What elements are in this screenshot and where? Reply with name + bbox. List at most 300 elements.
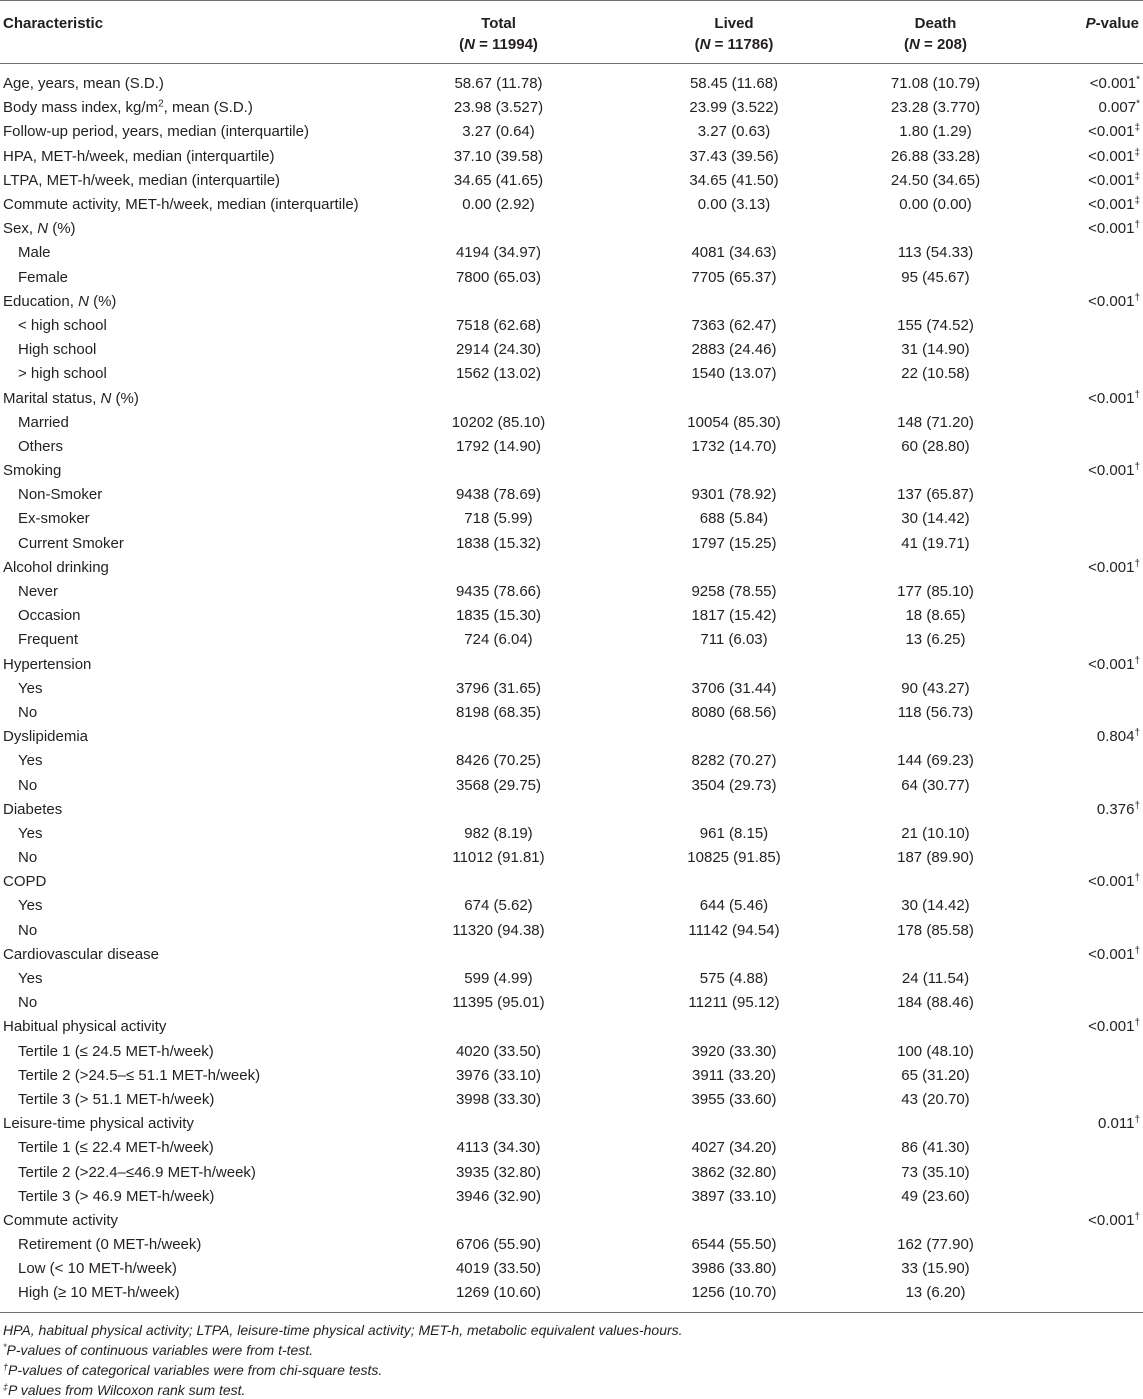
death-cell: 0.00 (0.00) bbox=[899, 196, 972, 214]
table-row bbox=[0, 411, 1143, 435]
header-death-label: Death bbox=[914, 15, 957, 32]
death-cell: 118 (56.73) bbox=[897, 703, 974, 721]
death-cell bbox=[843, 217, 1028, 241]
total-cell bbox=[372, 798, 625, 822]
death-cell: 86 (41.30) bbox=[901, 1139, 970, 1157]
death-cell: 26.88 (33.28) bbox=[890, 147, 981, 165]
lived-cell: 10825 (91.85) bbox=[687, 849, 781, 867]
p-value-cell: <0.001† bbox=[1088, 872, 1140, 891]
table-row bbox=[0, 193, 1143, 217]
table-row bbox=[0, 362, 1143, 386]
characteristic-cell: Cardiovascular disease bbox=[3, 945, 159, 963]
total-cell bbox=[372, 943, 625, 967]
characteristic-cell: Tertile 2 (>24.5–≤ 51.1 MET-h/week) bbox=[18, 1066, 261, 1084]
characteristic-cell: HPA, MET-h/week, median (interquartile) bbox=[3, 147, 275, 165]
p-value-mark: † bbox=[1134, 1114, 1140, 1126]
characteristic-cell: Smoking bbox=[3, 462, 62, 480]
death-cell: 64 (30.77) bbox=[901, 776, 970, 794]
p-value-cell: 0.007* bbox=[1098, 98, 1140, 117]
characteristic-cell: Yes bbox=[18, 679, 43, 697]
table-row bbox=[0, 919, 1143, 943]
total-cell: 0.00 (2.92) bbox=[462, 196, 535, 214]
lived-cell: 644 (5.46) bbox=[699, 897, 769, 915]
total-cell: 4019 (33.50) bbox=[455, 1260, 542, 1278]
lived-cell bbox=[625, 217, 843, 241]
lived-cell bbox=[625, 943, 843, 967]
total-cell: 11395 (95.01) bbox=[452, 994, 545, 1012]
header-lived-label: Lived bbox=[714, 15, 754, 32]
p-value-cell: <0.001‡ bbox=[1088, 147, 1140, 165]
characteristic-cell: Follow-up period, years, median (interquartile) bbox=[3, 123, 309, 141]
p-value-cell bbox=[1028, 894, 1143, 918]
death-cell: 31 (14.90) bbox=[901, 341, 970, 359]
p-value-cell bbox=[1028, 362, 1143, 386]
total-cell: 4194 (34.97) bbox=[455, 244, 542, 262]
lived-cell: 7363 (62.47) bbox=[691, 316, 777, 334]
p-value-mark: ‡ bbox=[1134, 171, 1140, 183]
lived-cell: 1540 (13.07) bbox=[691, 365, 777, 383]
lived-cell bbox=[625, 1112, 843, 1136]
p-value-cell bbox=[1028, 266, 1143, 290]
death-cell: 24 (11.54) bbox=[901, 970, 970, 988]
p-value-cell: <0.001† bbox=[1088, 1211, 1140, 1229]
characteristic-cell: Male bbox=[18, 244, 51, 262]
p-value-mark: † bbox=[1134, 461, 1140, 473]
p-value-mark: † bbox=[1134, 1211, 1140, 1223]
characteristic-cell: Yes bbox=[18, 824, 43, 842]
table-row bbox=[0, 967, 1143, 991]
death-cell bbox=[843, 290, 1028, 314]
table-row bbox=[0, 120, 1143, 144]
p-value-mark: † bbox=[1134, 219, 1140, 231]
death-cell bbox=[843, 653, 1028, 677]
characteristic-cell: Yes bbox=[18, 970, 43, 988]
death-cell: 113 (54.33) bbox=[897, 244, 974, 262]
total-cell bbox=[372, 870, 625, 894]
death-cell: 184 (88.46) bbox=[897, 994, 974, 1012]
death-cell: 177 (85.10) bbox=[897, 583, 974, 601]
death-cell: 137 (65.87) bbox=[897, 486, 974, 504]
total-cell bbox=[372, 217, 625, 241]
p-value-cell: 0.804† bbox=[1096, 727, 1140, 746]
table-row bbox=[0, 894, 1143, 918]
table-row bbox=[0, 1088, 1143, 1112]
table-row bbox=[0, 386, 1143, 410]
table-row bbox=[0, 1185, 1143, 1209]
total-cell: 10202 (85.10) bbox=[451, 413, 546, 431]
header-total bbox=[372, 1, 625, 64]
characteristic-cell: Age, years, mean (S.D.) bbox=[3, 75, 164, 93]
p-value-mark: † bbox=[1134, 800, 1140, 812]
p-value-cell bbox=[1028, 435, 1143, 459]
death-cell: 1.80 (1.29) bbox=[899, 123, 972, 141]
lived-cell: 711 (6.03) bbox=[700, 631, 768, 649]
p-value-cell bbox=[1028, 241, 1143, 265]
characteristic-cell: No bbox=[18, 849, 38, 867]
lived-cell: 575 (4.88) bbox=[699, 970, 769, 988]
characteristic-cell: Diabetes bbox=[3, 800, 63, 818]
death-cell: 187 (89.90) bbox=[897, 849, 974, 867]
total-cell: 1838 (15.32) bbox=[455, 534, 542, 552]
total-cell bbox=[372, 1015, 625, 1039]
total-cell bbox=[372, 1209, 625, 1233]
death-cell: 41 (19.71) bbox=[901, 534, 970, 552]
characteristic-cell: High (≥ 10 MET-h/week) bbox=[0, 1281, 372, 1312]
characteristic-cell: Tertile 3 (> 51.1 MET-h/week) bbox=[18, 1090, 215, 1108]
total-cell: 1835 (15.30) bbox=[455, 607, 542, 625]
total-cell: 3976 (33.10) bbox=[455, 1066, 542, 1084]
total-cell: 7800 (65.03) bbox=[455, 268, 542, 286]
lived-cell: 0.00 (3.13) bbox=[697, 196, 771, 214]
total-cell: 8426 (70.25) bbox=[455, 752, 542, 770]
p-value-cell: <0.001† bbox=[1088, 945, 1140, 963]
death-cell: 13 (6.20) bbox=[843, 1281, 1028, 1312]
table-row bbox=[0, 169, 1143, 193]
p-value-cell bbox=[1028, 846, 1143, 870]
total-cell: 7518 (62.68) bbox=[455, 316, 542, 334]
characteristic-cell: Alcohol drinking bbox=[3, 558, 109, 576]
table-row bbox=[0, 1209, 1143, 1233]
header-death bbox=[843, 1, 1028, 64]
characteristic-cell: Tertile 1 (≤ 24.5 MET-h/week) bbox=[18, 1042, 214, 1060]
table-row bbox=[0, 64, 1143, 97]
total-cell: 2914 (24.30) bbox=[455, 341, 542, 359]
characteristic-cell: Education, N (%) bbox=[3, 292, 117, 310]
p-value-cell: <0.001† bbox=[1088, 655, 1140, 673]
lived-cell bbox=[625, 870, 843, 894]
lived-cell: 688 (5.84) bbox=[699, 510, 769, 528]
characteristic-cell: Low (< 10 MET-h/week) bbox=[18, 1260, 177, 1278]
death-cell bbox=[843, 1015, 1028, 1039]
table-row bbox=[0, 846, 1143, 870]
death-cell: 148 (71.20) bbox=[897, 413, 974, 431]
table-row bbox=[0, 1064, 1143, 1088]
table-row bbox=[0, 217, 1143, 241]
total-cell: 58.67 (11.78) bbox=[454, 75, 543, 93]
p-value-mark: † bbox=[1134, 655, 1140, 667]
death-cell: 13 (6.25) bbox=[905, 631, 966, 649]
death-cell: 24.50 (34.65) bbox=[890, 171, 981, 189]
characteristic-cell: No bbox=[18, 994, 38, 1012]
lived-cell: 34.65 (41.50) bbox=[689, 171, 779, 189]
death-cell: 100 (48.10) bbox=[897, 1042, 974, 1060]
p-value-cell bbox=[1028, 1088, 1143, 1112]
table-row bbox=[0, 773, 1143, 797]
p-value-cell bbox=[1028, 749, 1143, 773]
lived-cell: 961 (8.15) bbox=[699, 824, 769, 842]
characteristic-cell: No bbox=[18, 703, 38, 721]
total-cell bbox=[372, 290, 625, 314]
footnote: HPA, habitual physical activity; LTPA, leisure-time physical activity; MET-h, metabolic equivalent values-hours. bbox=[3, 1321, 683, 1338]
total-cell: 34.65 (41.65) bbox=[453, 171, 544, 189]
lived-cell: 3986 (33.80) bbox=[691, 1260, 777, 1278]
total-cell bbox=[372, 459, 625, 483]
table-row bbox=[0, 1015, 1143, 1039]
table-row bbox=[0, 749, 1143, 773]
p-value-cell bbox=[1028, 1160, 1143, 1184]
total-cell: 1562 (13.02) bbox=[455, 365, 542, 383]
p-value-cell bbox=[1028, 1185, 1143, 1209]
p-value-cell bbox=[1028, 1064, 1143, 1088]
footnote: †P-values of categorical variables were from chi-square tests. bbox=[3, 1361, 383, 1378]
death-cell: 178 (85.58) bbox=[897, 921, 974, 939]
table-row bbox=[0, 96, 1143, 120]
lived-cell: 3897 (33.10) bbox=[691, 1187, 777, 1205]
lived-cell: 4081 (34.63) bbox=[691, 244, 777, 262]
table-row bbox=[0, 628, 1143, 652]
characteristic-cell: Tertile 2 (>22.4–≤46.9 MET-h/week) bbox=[18, 1163, 256, 1181]
header-characteristic bbox=[0, 1, 372, 64]
lived-cell: 1256 (10.70) bbox=[625, 1281, 843, 1312]
total-cell: 3568 (29.75) bbox=[455, 776, 542, 794]
total-cell: 9438 (78.69) bbox=[455, 486, 542, 504]
p-value-mark: † bbox=[1134, 727, 1140, 739]
p-value-mark: * bbox=[1136, 74, 1140, 86]
characteristic-cell: Sex, N (%) bbox=[3, 220, 76, 238]
lived-cell: 3920 (33.30) bbox=[691, 1042, 777, 1060]
p-value-cell bbox=[1028, 507, 1143, 531]
total-cell: 3935 (32.80) bbox=[455, 1163, 542, 1181]
table-header bbox=[0, 1, 1143, 64]
lived-cell: 6544 (55.50) bbox=[691, 1236, 777, 1254]
lived-cell: 1797 (15.25) bbox=[691, 534, 777, 552]
table-row bbox=[0, 314, 1143, 338]
characteristic-cell: Current Smoker bbox=[18, 534, 124, 552]
lived-cell bbox=[625, 725, 843, 749]
lived-cell bbox=[625, 290, 843, 314]
death-cell bbox=[843, 459, 1028, 483]
total-cell: 11012 (91.81) bbox=[452, 849, 545, 867]
table-row bbox=[0, 1233, 1143, 1257]
lived-cell: 8282 (70.27) bbox=[691, 752, 777, 770]
total-cell: 3.27 (0.64) bbox=[462, 123, 535, 141]
table-row bbox=[0, 1040, 1143, 1064]
characteristic-cell: No bbox=[18, 776, 38, 794]
total-cell: 37.10 (39.58) bbox=[453, 147, 544, 165]
footnote: *P-values of continuous variables were from t-test. bbox=[3, 1341, 314, 1358]
p-value-cell bbox=[1028, 919, 1143, 943]
table-row bbox=[0, 943, 1143, 967]
table-row bbox=[0, 677, 1143, 701]
header-lived bbox=[625, 1, 843, 64]
table-row bbox=[0, 1257, 1143, 1281]
lived-cell bbox=[625, 459, 843, 483]
total-cell: 8198 (68.35) bbox=[455, 703, 542, 721]
p-value-cell: <0.001† bbox=[1088, 292, 1140, 310]
lived-cell: 3911 (33.20) bbox=[692, 1066, 776, 1084]
characteristic-cell: Non-Smoker bbox=[18, 486, 103, 504]
death-cell bbox=[843, 798, 1028, 822]
total-cell: 3998 (33.30) bbox=[455, 1090, 542, 1108]
p-value-cell bbox=[1028, 483, 1143, 507]
characteristic-cell: Commute activity, MET-h/week, median (interquartile) bbox=[3, 196, 359, 214]
p-value-cell bbox=[1028, 1040, 1143, 1064]
table-row bbox=[0, 1281, 1143, 1312]
p-value-cell: <0.001* bbox=[1089, 74, 1140, 93]
table-row bbox=[0, 604, 1143, 628]
header-characteristic-label: Characteristic bbox=[3, 15, 104, 32]
death-cell: 95 (45.67) bbox=[901, 268, 970, 286]
lived-cell: 9258 (78.55) bbox=[691, 583, 777, 601]
table-row bbox=[0, 798, 1143, 822]
total-cell: 1792 (14.90) bbox=[455, 437, 542, 455]
characteristic-cell: Frequent bbox=[18, 631, 79, 649]
characteristic-cell: Tertile 1 (≤ 22.4 MET-h/week) bbox=[18, 1139, 214, 1157]
p-value-cell: <0.001† bbox=[1088, 219, 1140, 238]
total-cell: 6706 (55.90) bbox=[455, 1236, 542, 1254]
p-value-cell: <0.001† bbox=[1088, 558, 1140, 576]
p-value-mark: ‡ bbox=[1134, 147, 1140, 159]
death-cell: 30 (14.42) bbox=[901, 510, 970, 528]
death-cell: 90 (43.27) bbox=[901, 679, 970, 697]
p-value-cell bbox=[1028, 411, 1143, 435]
death-cell: 30 (14.42) bbox=[901, 897, 970, 915]
table-row bbox=[0, 435, 1143, 459]
table-row bbox=[0, 580, 1143, 604]
p-value-cell bbox=[1028, 677, 1143, 701]
lived-cell bbox=[625, 798, 843, 822]
p-value-cell: <0.001† bbox=[1088, 1017, 1140, 1036]
p-value-mark: † bbox=[1134, 872, 1140, 884]
table-row bbox=[0, 653, 1143, 677]
death-cell bbox=[843, 556, 1028, 580]
header-death-n: (N = 208) bbox=[904, 36, 967, 53]
table-row bbox=[0, 1160, 1143, 1184]
characteristic-cell: Yes bbox=[18, 897, 43, 915]
total-cell: 23.98 (3.527) bbox=[453, 99, 544, 117]
lived-cell: 3955 (33.60) bbox=[691, 1090, 777, 1108]
table-row bbox=[0, 145, 1143, 169]
death-cell: 71.08 (10.79) bbox=[890, 75, 981, 93]
table-footnotes bbox=[0, 1322, 1143, 1399]
characteristic-cell: Occasion bbox=[18, 607, 81, 625]
table-row bbox=[0, 459, 1143, 483]
death-cell bbox=[843, 943, 1028, 967]
characteristic-cell: Retirement (0 MET-h/week) bbox=[18, 1236, 202, 1254]
total-cell: 674 (5.62) bbox=[464, 897, 533, 915]
p-value-mark: † bbox=[1134, 389, 1140, 401]
table-row bbox=[0, 290, 1143, 314]
total-cell: 11320 (94.38) bbox=[452, 921, 545, 939]
lived-cell: 3862 (32.80) bbox=[691, 1163, 777, 1181]
p-value-cell: <0.001† bbox=[1088, 461, 1140, 480]
p-value-cell bbox=[1028, 1257, 1143, 1281]
p-value-cell bbox=[1028, 1281, 1143, 1312]
p-value-cell bbox=[1028, 701, 1143, 725]
death-cell bbox=[843, 725, 1028, 749]
lived-cell bbox=[625, 556, 843, 580]
characteristic-cell: Tertile 3 (> 46.9 MET-h/week) bbox=[18, 1187, 215, 1205]
total-cell bbox=[372, 386, 625, 410]
table-row bbox=[0, 507, 1143, 531]
p-value-cell bbox=[1028, 1136, 1143, 1160]
characteristic-cell: LTPA, MET-h/week, median (interquartile) bbox=[3, 171, 281, 189]
table-row bbox=[0, 338, 1143, 362]
p-value-mark: † bbox=[1134, 1017, 1140, 1029]
p-value-cell bbox=[1028, 338, 1143, 362]
table-row bbox=[0, 483, 1143, 507]
table-row bbox=[0, 870, 1143, 894]
table-row bbox=[0, 266, 1143, 290]
header-row bbox=[0, 1, 1143, 64]
characteristic-cell: Commute activity bbox=[3, 1211, 119, 1229]
death-cell bbox=[843, 386, 1028, 410]
death-cell: 43 (20.70) bbox=[901, 1090, 970, 1108]
lived-cell bbox=[625, 653, 843, 677]
lived-cell: 58.45 (11.68) bbox=[689, 75, 779, 93]
p-value-cell: <0.001‡ bbox=[1088, 171, 1140, 189]
total-cell: 718 (5.99) bbox=[464, 510, 533, 528]
header-total-n: (N = 11994) bbox=[459, 36, 538, 53]
p-value-cell: <0.001‡ bbox=[1088, 122, 1140, 141]
table-row bbox=[0, 991, 1143, 1015]
death-cell: 73 (35.10) bbox=[901, 1163, 970, 1181]
death-cell: 33 (15.90) bbox=[901, 1260, 970, 1278]
table-row bbox=[0, 556, 1143, 580]
characteristic-cell: Hypertension bbox=[3, 655, 92, 673]
lived-cell: 8080 (68.56) bbox=[691, 703, 777, 721]
p-value-cell bbox=[1028, 532, 1143, 556]
characteristic-cell: High school bbox=[18, 341, 97, 359]
characteristic-cell: Never bbox=[18, 583, 59, 601]
characteristic-cell: Habitual physical activity bbox=[3, 1018, 167, 1036]
lived-cell bbox=[625, 1015, 843, 1039]
p-value-mark: † bbox=[1134, 558, 1140, 570]
p-value-cell bbox=[1028, 822, 1143, 846]
table-row bbox=[0, 241, 1143, 265]
lived-cell: 9301 (78.92) bbox=[691, 486, 777, 504]
death-cell bbox=[843, 1112, 1028, 1136]
death-cell bbox=[843, 870, 1028, 894]
total-cell: 1269 (10.60) bbox=[372, 1281, 625, 1312]
p-value-cell bbox=[1028, 604, 1143, 628]
p-value-mark: † bbox=[1134, 292, 1140, 304]
lived-cell: 23.99 (3.522) bbox=[689, 99, 779, 117]
p-value-cell bbox=[1028, 773, 1143, 797]
p-value-cell bbox=[1028, 967, 1143, 991]
total-cell bbox=[372, 725, 625, 749]
total-cell: 599 (4.99) bbox=[464, 970, 533, 988]
p-value-mark: ‡ bbox=[1134, 195, 1140, 207]
characteristic-cell: COPD bbox=[3, 873, 47, 891]
p-value-cell: 0.376† bbox=[1096, 800, 1140, 818]
table-row bbox=[0, 532, 1143, 556]
characteristic-cell: Married bbox=[18, 413, 69, 431]
total-cell: 9435 (78.66) bbox=[455, 583, 542, 601]
death-cell: 162 (77.90) bbox=[897, 1236, 974, 1254]
lived-cell: 1732 (14.70) bbox=[691, 437, 777, 455]
total-cell: 724 (6.04) bbox=[464, 631, 533, 649]
table-row bbox=[0, 1112, 1143, 1136]
total-cell: 982 (8.19) bbox=[464, 824, 533, 842]
lived-cell bbox=[625, 1209, 843, 1233]
total-cell bbox=[372, 1112, 625, 1136]
lived-cell: 1817 (15.42) bbox=[691, 607, 777, 625]
lived-cell: 11142 (94.54) bbox=[688, 921, 780, 939]
characteristic-cell: Female bbox=[18, 268, 69, 286]
header-p-value: P-value bbox=[1028, 1, 1143, 64]
lived-cell: 3.27 (0.63) bbox=[697, 123, 771, 141]
p-value-cell bbox=[1028, 314, 1143, 338]
characteristic-cell: Marital status, N (%) bbox=[3, 389, 139, 407]
p-value-cell bbox=[1028, 580, 1143, 604]
characteristic-cell: Others bbox=[18, 437, 64, 455]
lived-cell: 37.43 (39.56) bbox=[689, 147, 779, 165]
total-cell bbox=[372, 653, 625, 677]
total-cell: 4113 (34.30) bbox=[456, 1139, 541, 1157]
death-cell: 155 (74.52) bbox=[897, 316, 974, 334]
table-row bbox=[0, 1136, 1143, 1160]
